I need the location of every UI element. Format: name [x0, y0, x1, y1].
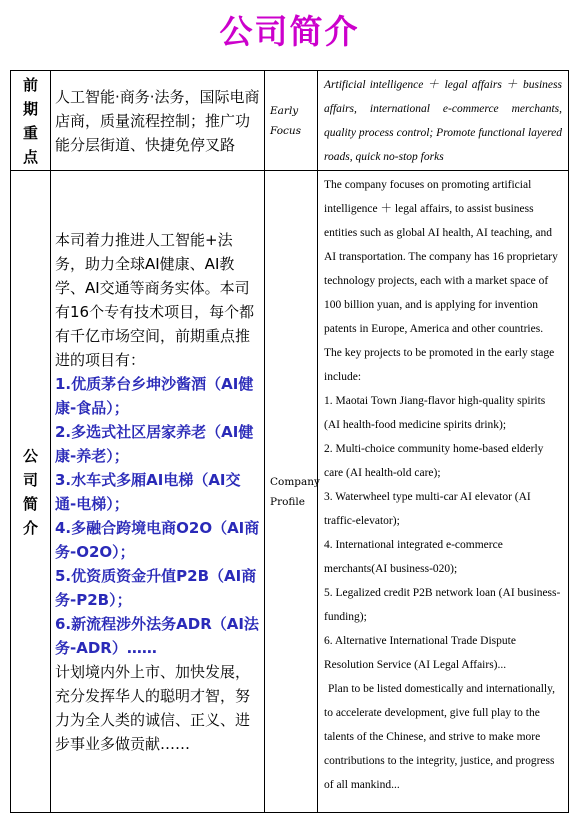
- en-paragraph: 2. Multi-choice community home-based elderly care (AI health-old care);: [324, 443, 544, 479]
- table-row-early-focus: [11, 71, 569, 171]
- cn-project-item: 4.多融合跨境电商O2O（AI商务-O2O）；: [55, 518, 260, 561]
- row-label-company-profile: [11, 171, 51, 813]
- label-char: 介: [22, 518, 38, 537]
- label-char: 点: [22, 147, 38, 166]
- en-paragraph: 6. Alternative International Trade Dispute Resolution Service (AI Legal Affairs)...: [324, 635, 516, 671]
- profile-table: [10, 70, 569, 813]
- label-char: 期: [22, 99, 38, 118]
- cn-intro: 本司着力推进人工智能+法务，助力全球AI健康、AI教学、AI交通等商务实体。本司有16个专有技术项目，每个都有千亿市场空间，前期重点推进的项目有：: [55, 230, 255, 369]
- cn-text-early-focus: 人工智能·商务·法务，国际电商店商，质量流程控制；推广功能分层街道、快捷免停叉路: [51, 71, 265, 171]
- row-label-early-focus: [11, 71, 51, 171]
- en-paragraph: The key projects to be promoted in the early stage include:: [324, 347, 555, 383]
- en-text-early-focus: Artificial intelligence ＋ legal affairs ＋ business affairs, international e-commerce merchants, quality process control; Promote functional layered roads, quick no-stop forks: [318, 71, 569, 171]
- en-text-company-profile: [318, 171, 569, 813]
- cn-project-item: 2.多选式社区居家养老（AI健康-养老）；: [55, 422, 254, 465]
- label-char: 公: [22, 446, 38, 465]
- label-char: 重: [22, 123, 38, 142]
- mid-label-early-focus: Early Focus: [265, 71, 318, 171]
- label-char: 简: [22, 494, 38, 513]
- en-paragraph: 1. Maotai Town Jiang-flavor high-quality spirits (AI health-food medicine spirits drink);: [324, 395, 546, 431]
- cn-project-item: 6.新流程涉外法务ADR（AI法务-ADR）……: [55, 614, 259, 657]
- en-paragraph: 4. International integrated e-commerce merchants(AI business-020);: [324, 539, 503, 575]
- en-paragraph: 3. Waterwheel type multi-car AI elevator (AI traffic-elevator);: [324, 491, 531, 527]
- page-title: 公司简介: [219, 12, 360, 51]
- mid-label-company-profile: Company Profile: [265, 171, 318, 813]
- label-char: 前: [22, 75, 38, 94]
- cn-project-item: 3.水车式多厢AI电梯（AI交通-电梯）；: [55, 470, 241, 513]
- en-paragraph: Plan to be listed domestically and internationally, to accelerate development, give full play to the talents of the Chinese, and strive to make more contributions to the integrity, justice, and progress of all mankind...: [324, 683, 555, 791]
- cn-outro: 计划境内外上市、加快发展，充分发挥华人的聪明才智，努力为全人类的诚信、正义、进步事业多做贡献……: [55, 662, 251, 753]
- cn-project-item: 5.优资质资金升值P2B（AI商务-P2B）；: [55, 566, 257, 609]
- cn-text-company-profile: [51, 171, 265, 813]
- en-paragraph: The company focuses on promoting artificial intelligence ＋ legal affairs, to assist business entities such as global AI health, AI teaching, and AI transportation. The company has 16 proprietary technology projects, each with a market space of 100 billion yuan, and is applying for invention patents in Europe, America and other countries.: [324, 179, 558, 335]
- table-row-company-profile: [11, 171, 569, 813]
- cn-project-item: 1.优质茅台乡坤沙酱酒（AI健康-食品）；: [55, 374, 254, 417]
- label-char: 司: [22, 470, 38, 489]
- en-paragraph: 5. Legalized credit P2B network loan (AI business-funding);: [324, 587, 561, 623]
